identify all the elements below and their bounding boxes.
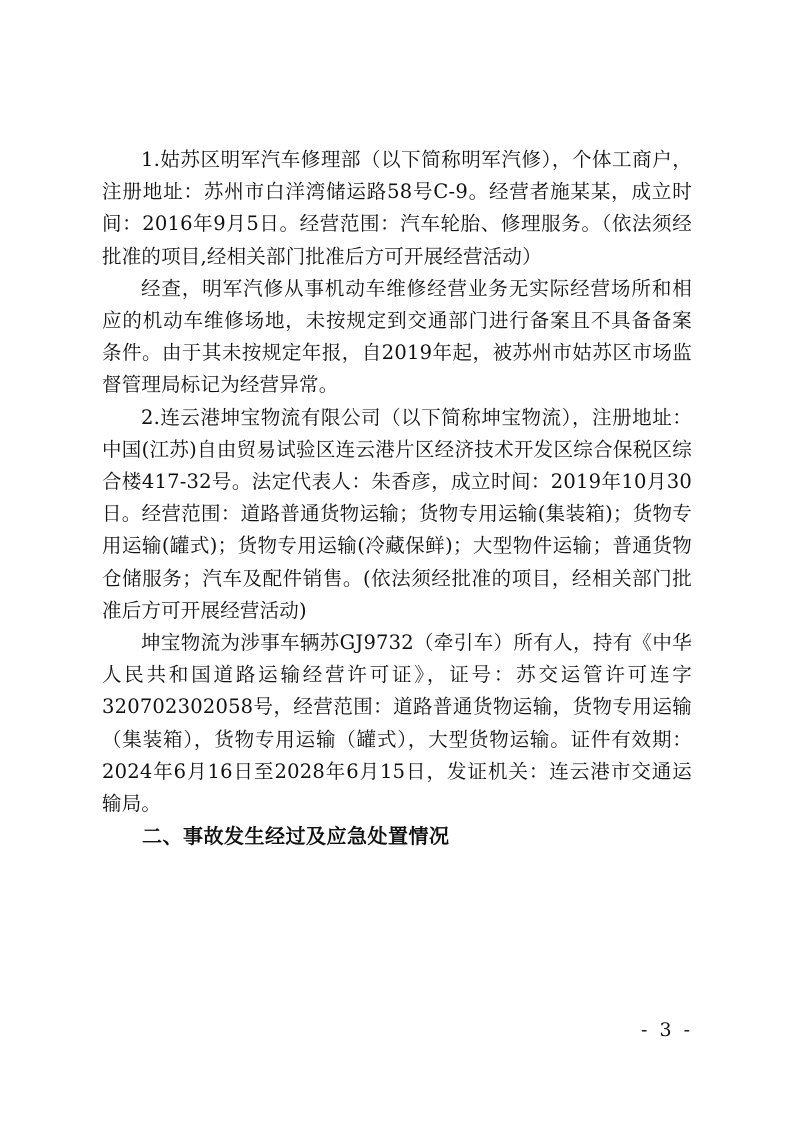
document-body	[102, 144, 692, 852]
paragraph-kunbao-company-info: 2.连云港坤宝物流有限公司（以下简称坤宝物流），注册地址：中国(江苏)自由贸易试验区连云港片区经济技术开发区综合保税区综合楼417-32号。法定代表人：朱香彦，成立时间：2019年10月30日。经营范围：道路普通货物运输；货物专用运输(集装箱)；货物专用运输(罐式)；货物专用运输(冷藏保鲜)；大型物件运输；普通货物仓储服务；汽车及配件销售。(依法须经批准的项目，经相关部门批准后方可开展经营活动)	[102, 405, 692, 622]
section-heading: 二、事故发生经过及应急处置情况	[142, 824, 450, 849]
page-number: - 3 -	[640, 1019, 693, 1041]
paragraph-kunbao-vehicle-license: 坤宝物流为涉事车辆苏GJ9732（牵引车）所有人，持有《中华人民共和国道路运输经营许可证》，证号：苏交运管许可连字320702302058号，经营范围：道路普通货物运输，货物专用运输（集装箱），货物专用运输（罐式），大型货物运输。证件有效期：2024年6月16日至2028年6月15日，发证机关：连云港市交通运输局。	[102, 631, 692, 816]
paragraph-mingjun-company-info: 1.姑苏区明军汽车修理部（以下简称明军汽修），个体工商户，注册地址：苏州市白洋湾储运路58号C-9。经营者施某某，成立时间：2016年9月5日。经营范围：汽车轮胎、修理服务。（依法须经批准的项目,经相关部门批准后方可开展经营活动）	[102, 148, 692, 268]
paragraph-mingjun-investigation: 经查，明军汽修从事机动车维修经营业务无实际经营场所和相应的机动车维修场地，未按规定到交通部门进行备案且不具备备案条件。由于其未按规定年报，自2019年起，被苏州市姑苏区市场监督管理局标记为经营异常。	[102, 276, 692, 397]
